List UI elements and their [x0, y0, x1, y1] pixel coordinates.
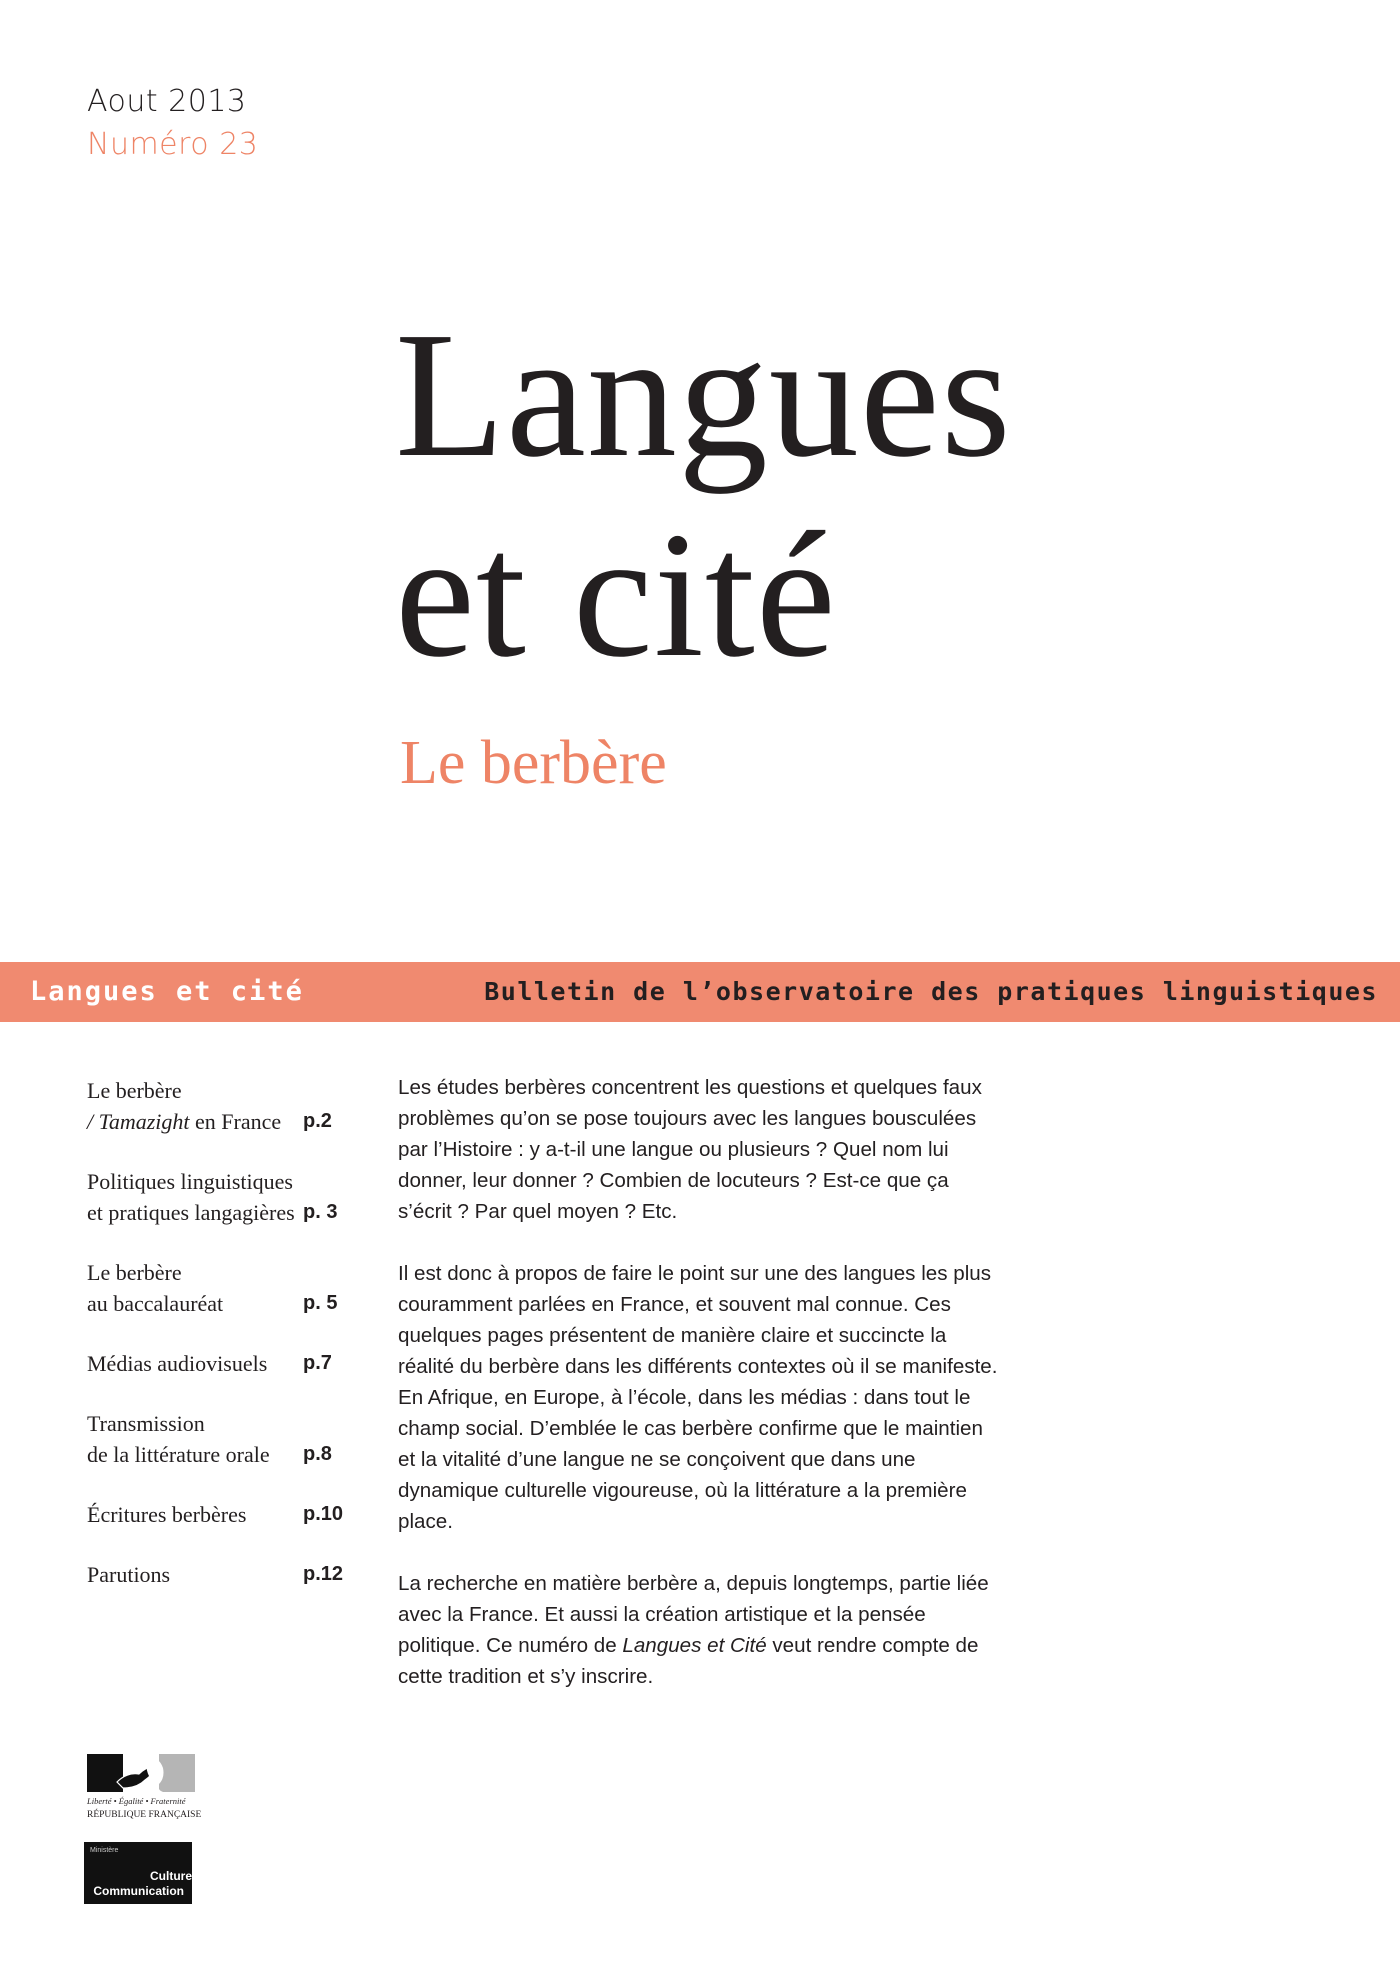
toc-item-line: au baccalauréat — [87, 1291, 224, 1316]
ministry-communication-text: Communication — [93, 1884, 184, 1898]
toc-item — [87, 1075, 352, 1137]
editorial-text — [398, 1072, 1001, 1723]
editorial-text-run: veut rendre compte de cette tradition et s’y inscrire. — [398, 1634, 979, 1688]
issue-subtitle: Le berbère — [400, 729, 667, 797]
editorial-italic-title: Langues et Cité — [622, 1634, 767, 1657]
toc-item-title — [87, 1166, 297, 1228]
editorial-paragraph: Les études berbères concentrent les questions et quelques faux problèmes qu’on se pose toujours avec les langues bousculées par l’Histoire : y a-t-il une langue ou plusieurs ? Quel nom lui donner, leur donner ? Combien de locuteurs ? Est-ce que ça s’écrit ? Par quel moyen ? Etc. — [398, 1076, 982, 1223]
republic-name: RÉPUBLIQUE FRANÇAISE — [87, 1810, 202, 1820]
editorial-text-run: La recherche en matière berbère a, depuis longtemps, partie liée avec la France. Et aussi la création artistique et la pensée politique. Ce numéro de — [398, 1572, 989, 1657]
ministry-culture-logo — [84, 1842, 192, 1904]
band-publication-name: Langues et cité — [30, 976, 304, 1007]
toc-item-title — [87, 1408, 297, 1470]
toc-item — [87, 1348, 352, 1379]
toc-item-line-rest: en France — [189, 1109, 282, 1134]
toc-item-title — [87, 1499, 297, 1530]
toc-item-line: et pratiques langagières — [87, 1200, 295, 1225]
issue-number: Numéro 23 — [87, 127, 259, 162]
toc-item-page: p.12 — [303, 1563, 344, 1585]
toc-item-line: Transmission — [87, 1411, 205, 1436]
toc-item-line: de la littérature orale — [87, 1442, 270, 1467]
marianne-profile-icon — [87, 1754, 195, 1792]
toc-item-line: Le berbère — [87, 1078, 182, 1103]
main-title — [395, 295, 1012, 695]
toc-item-page: p. 5 — [303, 1292, 338, 1314]
toc-item — [87, 1166, 352, 1228]
toc-item-line: Médias audiovisuels — [87, 1351, 268, 1376]
band-bulletin-title: Bulletin de l’observatoire des pratiques linguistiques — [484, 977, 1378, 1006]
issue-date: Aout 2013 — [87, 84, 247, 119]
marianne-flag-icon — [87, 1754, 195, 1792]
ministry-culture-text: Culture — [150, 1869, 192, 1883]
toc-item-title — [87, 1559, 297, 1590]
toc-item-line: Parutions — [87, 1562, 171, 1587]
toc-item — [87, 1559, 352, 1590]
ministry-label: Ministère — [90, 1847, 119, 1854]
toc-item-page: p.7 — [303, 1352, 332, 1374]
toc-item-page: p.2 — [303, 1110, 332, 1132]
editorial-paragraph: Il est donc à propos de faire le point sur une des langues les plus couramment parlées en France, et souvent mal connue. Ces quelques pages présentent de manière claire et succincte la réalité du berbère dans les différents contextes où il se manifeste. En Afrique, en Europe, à l’école, dans les médias : dans tout le champ social. D’emblée le cas berbère confirme que le maintien et la vitalité d’une langue ne se conçoivent que dans une dynamique culturelle vigoureuse, où la littérature a la première place. — [398, 1262, 998, 1533]
toc-item-italic: / Tamazight — [87, 1109, 190, 1134]
republic-motto: Liberté • Égalité • Fraternité — [87, 1796, 186, 1806]
toc-item-page: p. 3 — [303, 1201, 338, 1223]
main-title-line-2: et cité — [395, 495, 837, 694]
toc-item-line: Écritures berbères — [87, 1502, 247, 1527]
toc-item-page: p.10 — [303, 1503, 344, 1525]
main-title-line-1: Langues — [395, 295, 1012, 494]
toc-item-page: p.8 — [303, 1443, 332, 1465]
editorial-paragraph — [398, 1568, 1001, 1692]
toc-item — [87, 1257, 352, 1319]
toc-item-line: Politiques linguistiques — [87, 1169, 293, 1194]
toc-item-title — [87, 1075, 297, 1137]
header-band — [0, 962, 1400, 1022]
toc-item — [87, 1408, 352, 1470]
table-of-contents — [87, 1075, 352, 1619]
toc-item-title — [87, 1348, 297, 1379]
republique-francaise-logo — [87, 1754, 202, 1826]
toc-item-line: Le berbère — [87, 1260, 182, 1285]
toc-item-title — [87, 1257, 297, 1319]
toc-item-line — [87, 1106, 297, 1137]
toc-item — [87, 1499, 352, 1530]
